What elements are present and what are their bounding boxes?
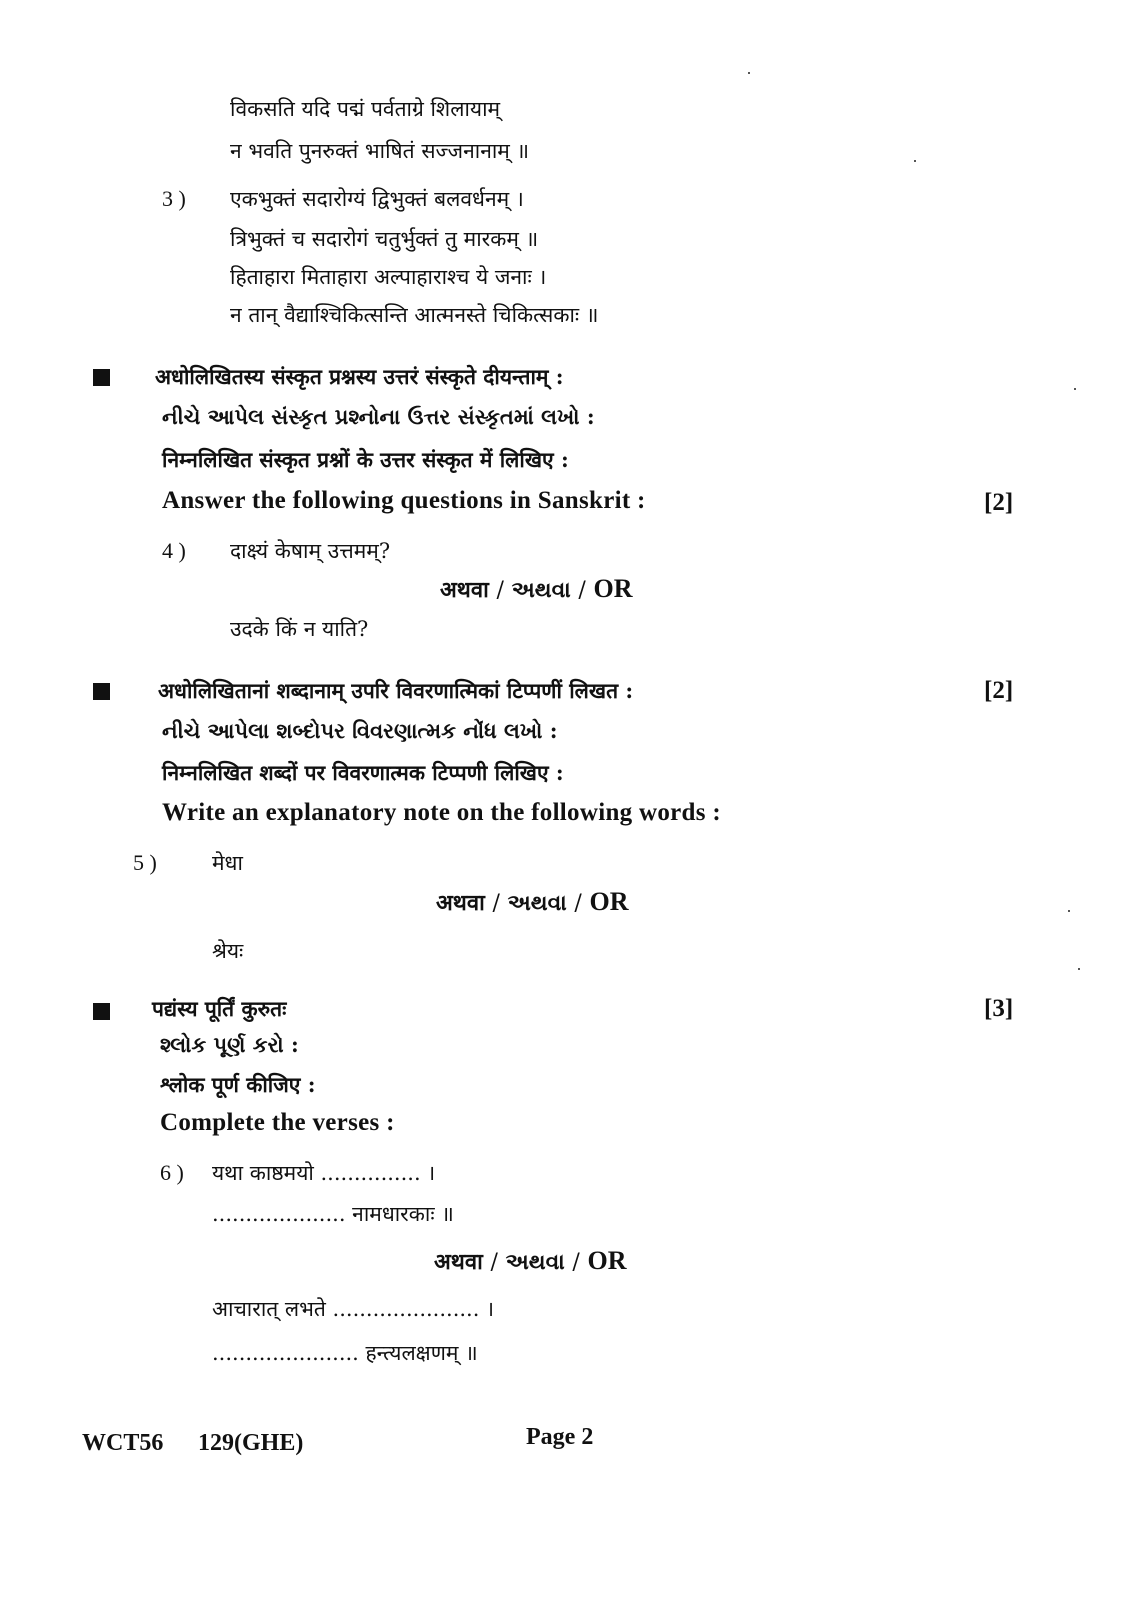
- section-bullet-square: [93, 683, 110, 700]
- or-english: OR: [593, 574, 633, 603]
- or-slash: /: [496, 578, 504, 603]
- section-note-sanskrit: अधोलिखितानां शब्दानाम् उपरि विवरणात्मिकां टिप्पणीं लिखत :: [158, 678, 634, 703]
- or-hindi: अथवा: [440, 577, 489, 603]
- section-note-marks: [2]: [984, 677, 1014, 704]
- question-5-alternate: श्रेयः: [212, 939, 244, 963]
- section-answer-hindi: निम्नलिखित संस्कृत प्रश्नों के उत्तर संस्कृत में लिखिए :: [162, 447, 569, 472]
- scan-speck: [914, 160, 916, 162]
- section-bullet-square: [93, 369, 110, 386]
- or-hindi: अथवा: [434, 1249, 483, 1275]
- section-answer-english: Answer the following questions in Sanskrit :: [162, 487, 646, 514]
- section-verse-hindi: श्लोक पूर्ण कीजिए :: [160, 1072, 316, 1097]
- section-answer-gujarati: નીચે આપેલ સંસ્કૃત પ્રશ્નોના ઉત્તર સંસ્કૃતમાં લખો :: [162, 404, 595, 429]
- or-gujarati: અથવા: [511, 577, 571, 603]
- or-hindi: अथवा: [436, 890, 485, 916]
- scan-speck: [1078, 968, 1080, 970]
- question-6-number: 6 ): [160, 1160, 184, 1185]
- section-answer-marks: [2]: [984, 489, 1014, 516]
- section-answer-sanskrit: अधोलिखितस्य संस्कृत प्रश्नस्य उत्तरं संस्कृते दीयन्ताम् :: [155, 364, 564, 389]
- question-6-line-1: यथा काष्ठमयो ............... ।: [212, 1161, 436, 1185]
- or-slash: /: [574, 891, 582, 916]
- footer-code: WCT56: [82, 1430, 164, 1456]
- question-3-number: 3 ): [162, 186, 186, 211]
- or-english: OR: [589, 887, 629, 916]
- or-english: OR: [587, 1246, 627, 1275]
- question-3-line-1: एकभुक्तं सदारोग्यं द्विभुक्तं बलवर्धनम् ।: [230, 187, 524, 211]
- or-gujarati: અથવા: [507, 890, 567, 916]
- scan-speck: [748, 72, 750, 74]
- or-slash: /: [490, 1250, 498, 1275]
- section-verse-marks: [3]: [984, 995, 1014, 1022]
- or-slash: /: [492, 891, 500, 916]
- question-6-line-2: .................... नामधारकाः ॥: [212, 1202, 454, 1226]
- intro-verse-line-1: विकसति यदि पद्मं पर्वताग्रे शिलायाम्: [230, 97, 501, 121]
- section-note-gujarati: નીચે આપેલા શબ્દોપર વિવરણાત્મક નોંધ લખો :: [162, 718, 558, 743]
- question-5-word: मेधा: [212, 851, 243, 875]
- section-verse-gujarati: શ્લોક પૂર્ણ કરો :: [160, 1032, 299, 1057]
- or-slash: /: [572, 1250, 580, 1275]
- question-3-line-2: त्रिभुक्तं च सदारोगं चतुर्भुक्तं तु मारकम् ॥: [230, 227, 539, 251]
- question-5-or-separator: [436, 889, 629, 917]
- scan-speck: [1068, 910, 1070, 912]
- question-6-or-separator: [434, 1248, 627, 1276]
- question-6-alternate-line-1: आचारात् लभते ...................... ।: [212, 1297, 495, 1321]
- question-4-text: दाक्ष्यं केषाम् उत्तमम्?: [230, 539, 391, 563]
- section-verse-sanskrit: पद्यंस्य पूर्तिं कुरुतः: [152, 996, 287, 1021]
- scan-speck: [1074, 388, 1076, 390]
- section-bullet-square: [93, 1003, 110, 1020]
- question-6-alternate-line-2: ...................... हन्त्यलक्षणम् ॥: [212, 1341, 478, 1365]
- section-note-hindi: निम्नलिखित शब्दों पर विवरणात्मक टिप्पणी लिखिए :: [162, 760, 564, 785]
- footer-paper: 129(GHE): [198, 1430, 304, 1456]
- or-gujarati: અથવા: [505, 1249, 565, 1275]
- question-4-or-separator: [440, 576, 633, 604]
- or-slash: /: [578, 578, 586, 603]
- intro-verse-line-2: न भवति पुनरुक्तं भाषितं सज्जनानाम् ॥: [230, 139, 530, 163]
- question-3-line-3: हिताहारा मिताहारा अल्पाहाराश्च ये जनाः ।: [230, 265, 547, 289]
- footer-page-number: Page 2: [526, 1424, 594, 1450]
- question-5-number: 5 ): [133, 850, 157, 875]
- question-4-number: 4 ): [162, 538, 186, 563]
- question-4-alternate: उदके किं न याति?: [230, 617, 369, 641]
- section-note-english: Write an explanatory note on the following words :: [162, 799, 721, 826]
- question-3-line-4: न तान् वैद्याश्चिकित्सन्ति आत्मनस्ते चिकित्सकाः ॥: [230, 303, 599, 327]
- section-verse-english: Complete the verses :: [160, 1109, 395, 1136]
